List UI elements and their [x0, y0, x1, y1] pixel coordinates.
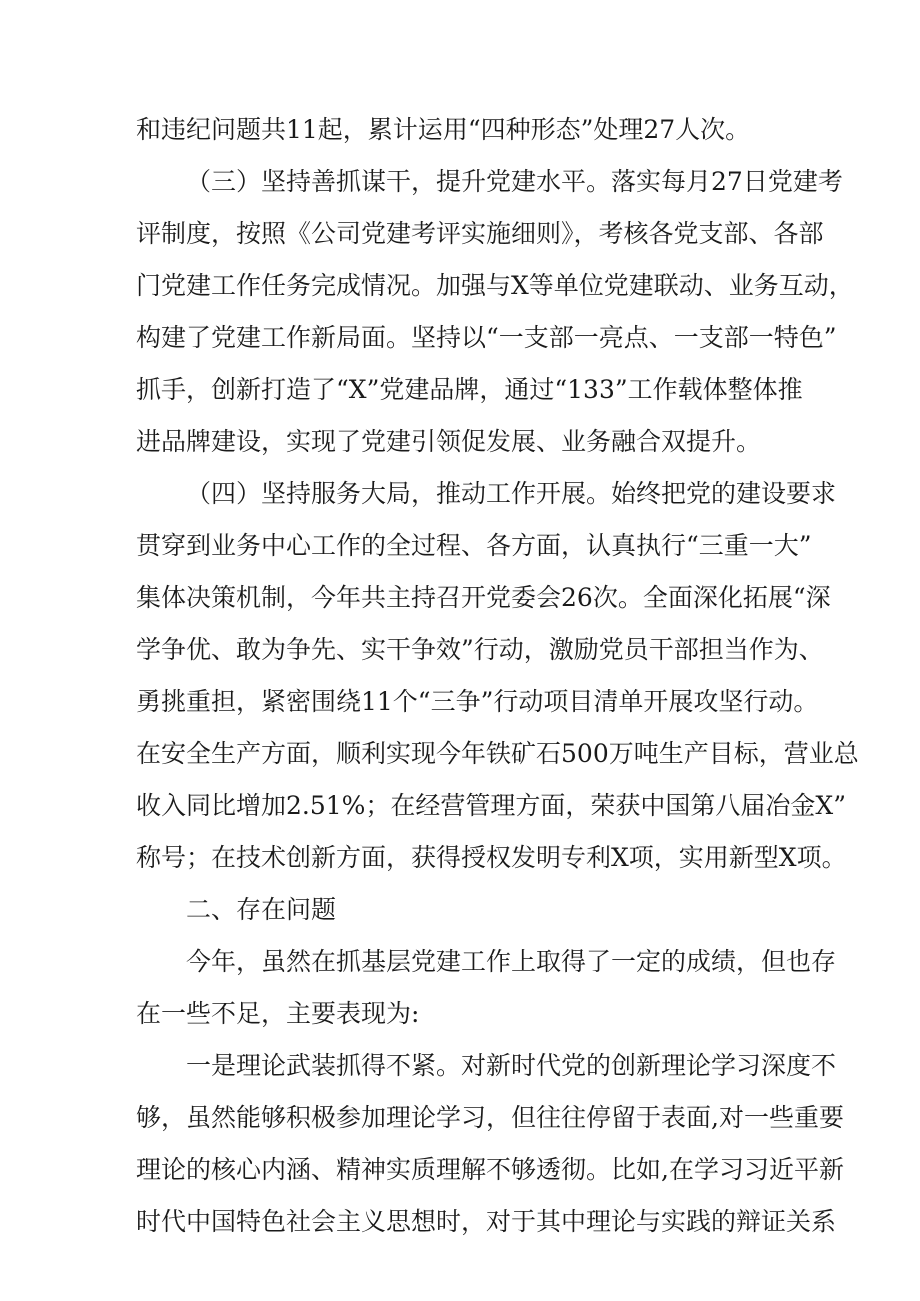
paragraph-serve-overall: [136, 468, 859, 884]
text-line: 进品牌建设，实现了党建引领促发展、业务融合双提升。: [136, 427, 762, 456]
text-line: 集体决策机制，今年共主持召开党委会26次。全面深化拓展“深: [136, 583, 831, 612]
text-line: 学争优、敢为争先、实干争效”行动，激励党员干部担当作为、: [136, 635, 824, 664]
text-line: 二、存在问题: [186, 895, 337, 924]
document-page: [136, 104, 859, 1248]
text-line: 收入同比增加2.51%；在经营管理方面，荣获中国第八届冶金X”: [136, 791, 846, 820]
text-line: 一是理论武装抓得不紧。对新时代党的创新理论学习深度不: [186, 1051, 837, 1080]
text-line: （三）坚持善抓谋干，提升党建水平。落实每月27日党建考: [186, 167, 843, 196]
paragraph-violations-summary: [136, 104, 796, 156]
text-line: 贯穿到业务中心工作的全过程、各方面，认真执行“三重一大”: [136, 531, 812, 560]
text-line: 理论的核心内涵、精神实质理解不够透彻。比如,在学习习近平新: [136, 1155, 844, 1184]
text-line: 评制度，按照《公司党建考评实施细则》，考核各党支部、各部: [136, 219, 824, 248]
text-line: 在一些不足，主要表现为:: [136, 999, 420, 1028]
text-line: 门党建工作任务完成情况。加强与X等单位党建联动、业务互动，: [136, 271, 854, 300]
text-line: 勇挑重担，紧密围绕11个“三争”行动项目清单开展攻坚行动。: [136, 687, 819, 716]
text-line: 抓手，创新打造了“X”党建品牌，通过“133”工作载体整体推: [136, 375, 803, 404]
text-line: 够，虽然能够积极参加理论学习，但往往停留于表面,对一些重要: [136, 1103, 844, 1132]
text-line: 在安全生产方面，顺利实现今年铁矿石500万吨生产目标，营业总: [136, 739, 859, 768]
paragraph-problems-intro: [136, 936, 837, 1040]
section-heading-problems: [136, 884, 796, 936]
text-line: 和违纪问题共11起，累计运用“四种形态”处理27人次。: [136, 115, 751, 144]
text-line: 构建了党建工作新局面。坚持以“一支部一亮点、一支部一特色”: [136, 323, 837, 352]
text-line: 称号；在技术创新方面，获得授权发明专利X项，实用新型X项。: [136, 843, 847, 872]
text-line: （四）坚持服务大局，推动工作开展。始终把党的建设要求: [186, 479, 837, 508]
paragraph-theory-study: [136, 1040, 844, 1248]
text-line: 时代中国特色社会主义思想时，对于其中理论与实践的辩证关系: [136, 1207, 837, 1236]
paragraph-party-building-level: [136, 156, 854, 468]
text-line: 今年，虽然在抓基层党建工作上取得了一定的成绩，但也存: [186, 947, 837, 976]
